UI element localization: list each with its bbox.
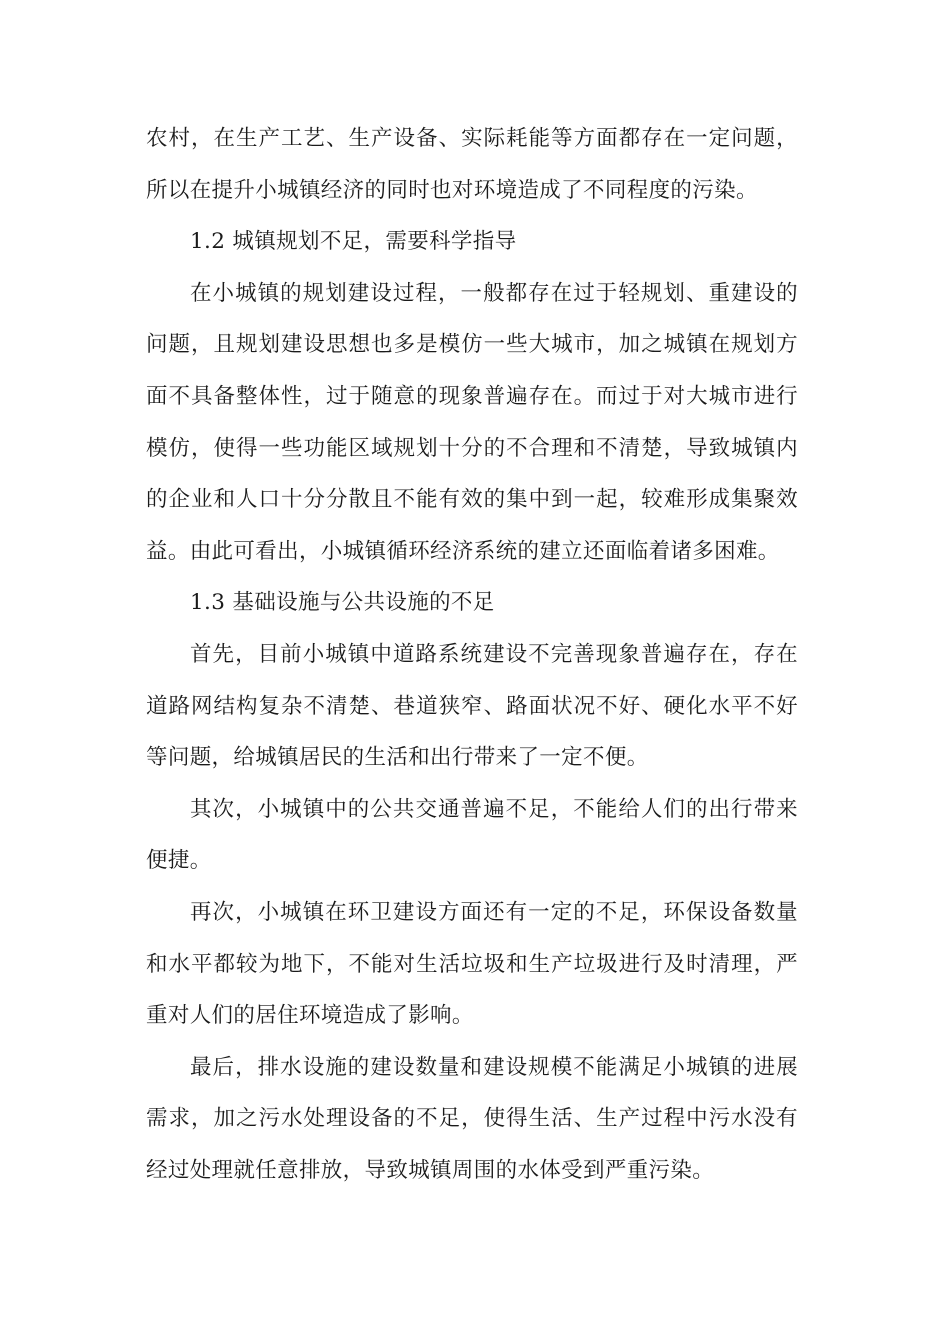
paragraph-first: 首先，目前小城镇中道路系统建设不完善现象普遍存在，存在道路网结构复杂不清楚、巷道狭窄、路面状况不好、硬化水平不好等问题，给城镇居民的生活和出行带来了一定不便。	[146, 641, 798, 771]
section-heading-1-3: 1.3 基础设施与公共设施的不足	[190, 590, 495, 616]
paragraph-second: 其次，小城镇中的公共交通普遍不足，不能给人们的出行带来便捷。	[146, 796, 798, 874]
paragraph-planning: 在小城镇的规划建设过程，一般都存在过于轻规划、重建设的问题，且规划建设思想也多是模仿一些大城市，加之城镇在规划方面不具备整体性，过于随意的现象普遍存在。而过于对大城市进行模仿，使得一些功能区域规划十分的不合理和不清楚，导致城镇内的企业和人口十分分散且不能有效的集中到一起，较难形成集聚效益。由此可看出，小城镇循环经济系统的建立还面临着诸多困难。	[146, 280, 798, 564]
section-heading-1-2: 1.2 城镇规划不足，需要科学指导	[190, 229, 517, 255]
paragraph-last: 最后，排水设施的建设数量和建设规模不能满足小城镇的进展需求，加之污水处理设备的不足，使得生活、生产过程中污水没有经过处理就任意排放，导致城镇周围的水体受到严重污染。	[146, 1054, 798, 1183]
paragraph-continuation: 农村，在生产工艺、生产设备、实际耗能等方面都存在一定问题，所以在提升小城镇经济的同时也对环境造成了不同程度的污染。	[146, 126, 798, 203]
document-body	[146, 113, 798, 1196]
paragraph-third: 再次，小城镇在环卫建设方面还有一定的不足，环保设备数量和水平都较为地下，不能对生活垃圾和生产垃圾进行及时清理，严重对人们的居住环境造成了影响。	[146, 899, 798, 1029]
